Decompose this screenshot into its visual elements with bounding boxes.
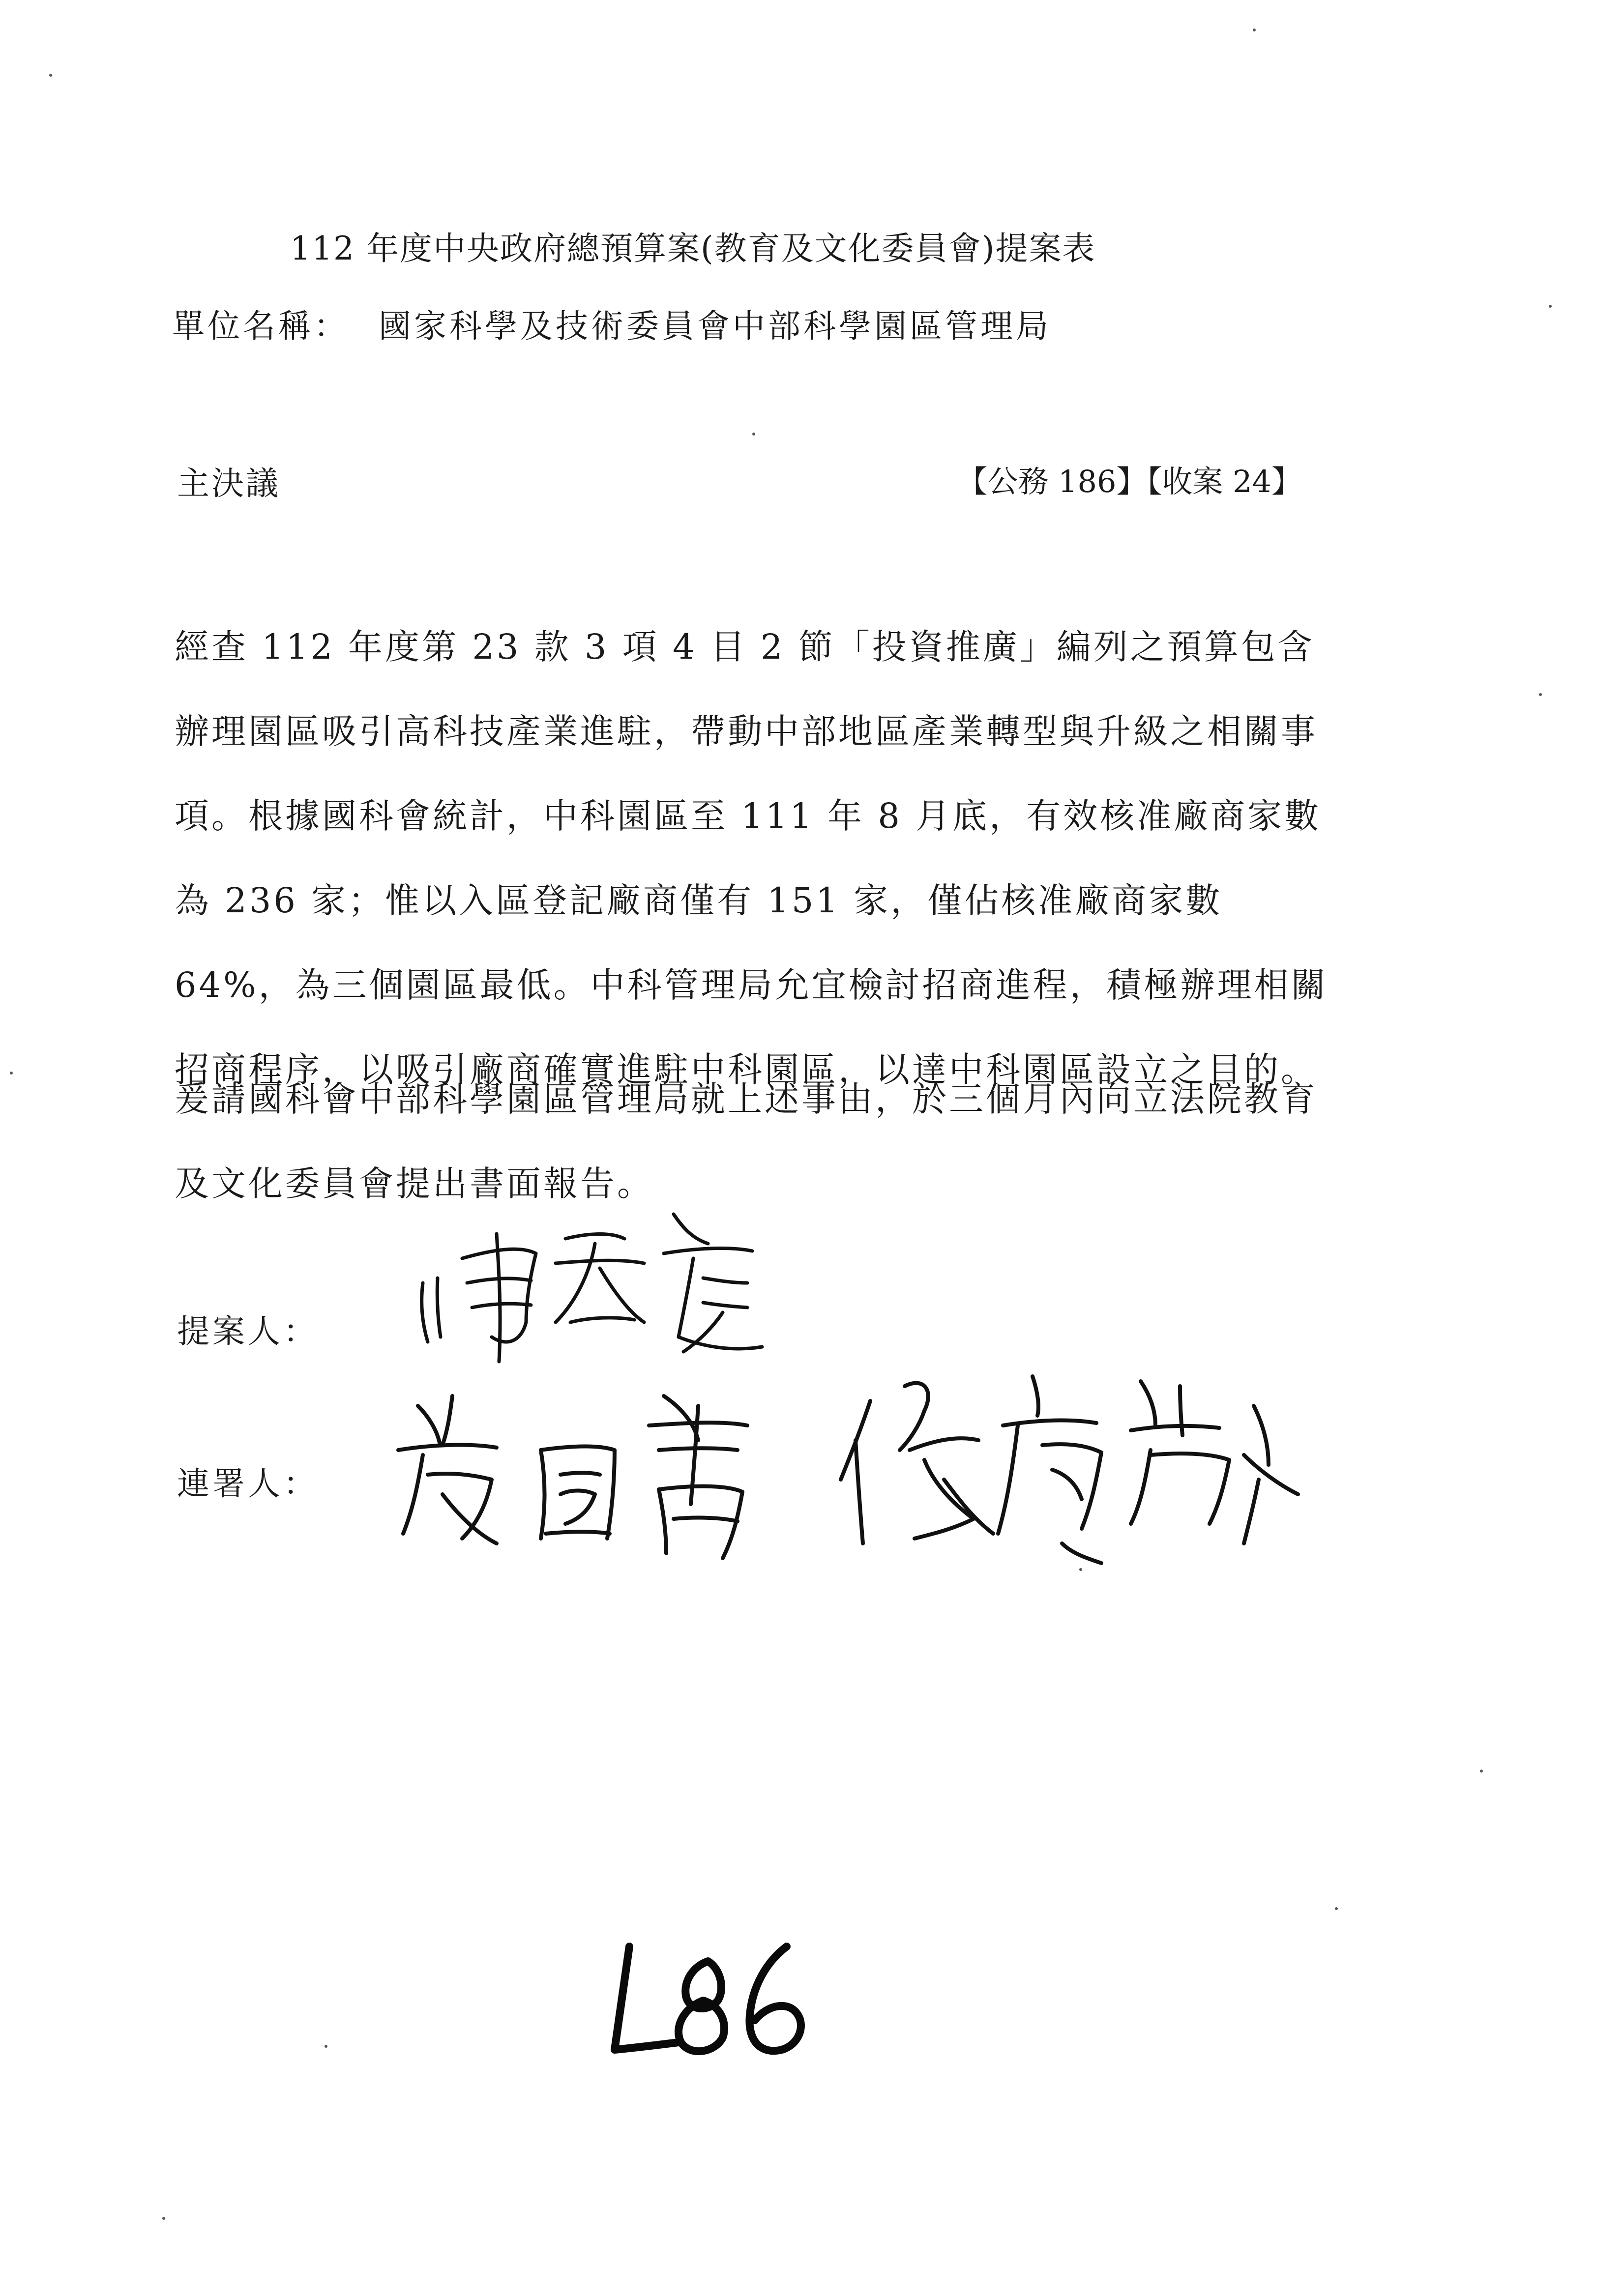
scan-speck xyxy=(752,433,755,436)
proposer-label: 提案人： xyxy=(177,1312,319,1350)
unit-line xyxy=(172,300,1051,347)
scan-speck xyxy=(49,74,52,77)
scan-speck xyxy=(1480,1770,1483,1773)
scan-speck xyxy=(10,1072,13,1075)
handwritten-page-mark xyxy=(600,1927,816,2076)
scan-speck xyxy=(1539,693,1542,696)
scan-speck xyxy=(162,2217,165,2220)
request-paragraph: 爰請國科會中部科學園區管理局就上述事由，於三個月內向立法院教育及文化委員會提出書面報告。 xyxy=(175,1079,1318,1204)
unit-label: 單位名稱： xyxy=(172,307,349,345)
unit-name: 國家科學及技術委員會中部科學園區管理局 xyxy=(379,307,1051,345)
body-paragraph-block xyxy=(175,605,1335,1112)
scan-speck xyxy=(1549,305,1552,308)
cosigner-signature-1 xyxy=(384,1376,767,1583)
body-paragraph: 經查 112 年度第 23 款 3 項 4 目 2 節「投資推廣」編列之預算包含辦理園區吸引高科技產業進駐，帶動中部地區產業轉型與升級之相關事項。根據國科會統計，中科園區至 111 年 8 月底，有效核准廠商家數為 236 家；惟以入區登記廠商僅有 151 家，僅佔核准廠商家數 64%，為三個園區最低。中科管理局允宜檢討招商進程，積極辦理相關招商程序，以吸引廠商確實進駐中科園區，以達中科園區設立之目的。 xyxy=(175,627,1328,1090)
scan-speck xyxy=(1253,29,1256,31)
scan-speck xyxy=(1079,1568,1082,1571)
resolution-label: 主決議 xyxy=(177,465,280,502)
document-title: 112 年度中央政府總預算案(教育及文化委員會)提案表 xyxy=(290,230,1096,267)
scan-speck xyxy=(1335,1907,1338,1910)
cosigner-label: 連署人： xyxy=(177,1465,319,1503)
scan-speck xyxy=(325,2045,327,2048)
proposer-signature xyxy=(408,1199,782,1376)
case-reference: 【公務 186】【收案 24】 xyxy=(957,464,1302,499)
cosigner-signature-2 xyxy=(836,1357,1308,1583)
